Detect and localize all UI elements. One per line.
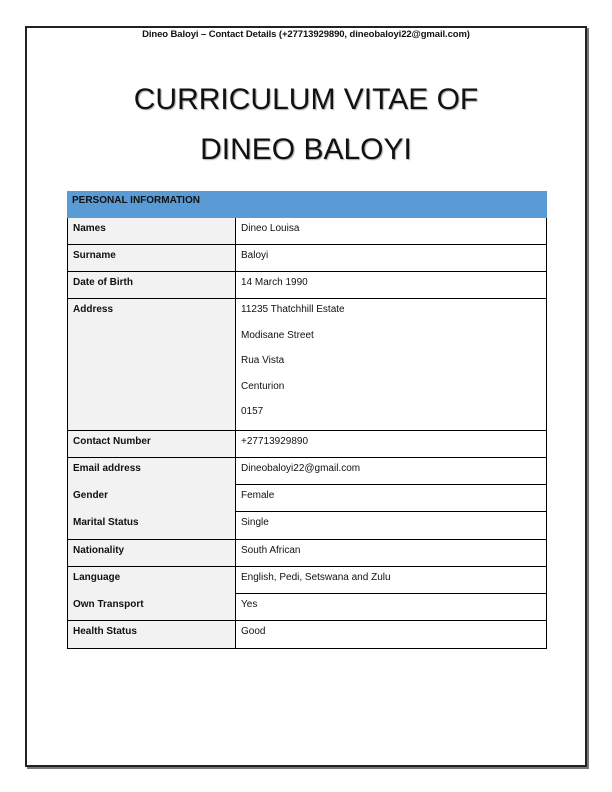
address-line: 0157 (241, 406, 264, 418)
table-row (67, 540, 547, 567)
address-line: Rua Vista (241, 355, 285, 367)
row-label: Marital Status (67, 512, 235, 540)
address-line: Centurion (241, 380, 285, 392)
row-value: Good (235, 621, 547, 649)
row-label: Health Status (67, 621, 235, 649)
address-line: Modisane Street (241, 329, 314, 341)
address-line: 11235 Thatchhill Estate (241, 304, 345, 315)
table-row (67, 485, 547, 512)
row-value: Dineo Louisa (235, 218, 547, 245)
row-label: Address (67, 299, 235, 431)
row-label: Language (67, 567, 235, 594)
row-label: Email address (67, 458, 235, 485)
row-label: Names (67, 218, 235, 245)
table-row (67, 594, 547, 621)
table-row (67, 512, 547, 540)
page-header: Dineo Baloyi – Contact Details (+27713929890, dineobaloyi22@gmail.com) (142, 29, 470, 40)
title-line-1: CURRICULUM VITAE OF (133, 83, 479, 116)
row-label: Date of Birth (67, 272, 235, 299)
row-value: 14 March 1990 (235, 272, 547, 299)
table-row (67, 272, 547, 299)
table-row (67, 218, 547, 245)
row-value: Yes (235, 594, 547, 621)
row-value: English, Pedi, Setswana and Zulu (235, 567, 547, 594)
row-label: Contact Number (67, 431, 235, 458)
row-label: Own Transport (67, 594, 235, 621)
row-value: Single (235, 512, 547, 540)
row-label: Surname (67, 245, 235, 272)
table-row (67, 245, 547, 272)
row-value: +27713929890 (235, 431, 547, 458)
table-row (67, 567, 547, 594)
table-row (67, 621, 547, 649)
row-value: Baloyi (235, 245, 547, 272)
table-row (67, 458, 547, 485)
title-line-2: DINEO BALOYI (200, 133, 412, 166)
table-row (67, 431, 547, 458)
address-value (235, 299, 547, 431)
row-label: Gender (67, 485, 235, 512)
table-row (67, 299, 547, 431)
row-value: Female (235, 485, 547, 512)
row-value: South African (235, 540, 547, 567)
row-value: Dineobaloyi22@gmail.com (235, 458, 547, 485)
section-header: PERSONAL INFORMATION (67, 191, 547, 218)
row-label: Nationality (67, 540, 235, 567)
